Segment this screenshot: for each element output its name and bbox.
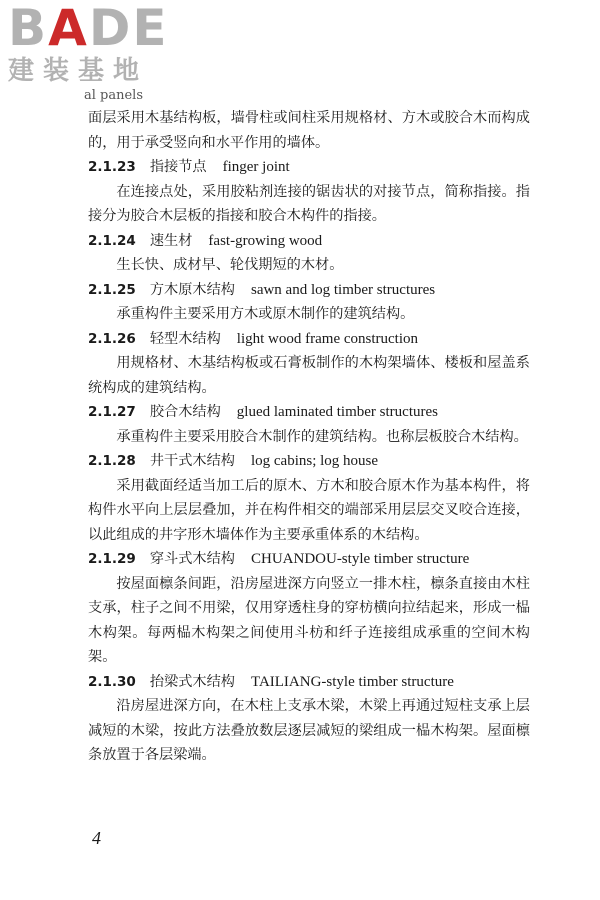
term-heading [88,229,530,254]
term-heading [88,278,530,303]
term-definition: 在连接点处，采用胶粘剂连接的锯齿状的对接节点，简称指接。指接分为胶合木层板的指接和胶合木构件的指接。 [88,183,530,224]
term-english: sawn and log timber structures [250,281,436,298]
term-heading [88,670,530,695]
term-chinese: 方木原木结构 [149,281,235,298]
term-definition: 承重构件主要采用方木或原木制作的建筑结构。 [116,306,415,322]
document-body [88,106,530,768]
term-entry-2-1-30 [88,670,530,768]
term-entry-2-1-28 [88,449,530,547]
term-definition: 用规格材、木基结构板或石膏板制作的木构架墙体、楼板和屋盖系统构成的建筑结构。 [88,355,530,396]
term-heading [88,547,530,572]
term-number: 2.1.23 [88,159,136,175]
term-number: 2.1.24 [88,232,136,249]
term-chinese: 指接节点 [149,159,207,175]
term-chinese: 抬梁式木结构 [149,673,235,690]
term-heading [88,449,530,474]
bade-logo [8,2,169,86]
header-fragment: al panels [84,88,144,103]
term-heading [88,155,530,180]
term-entry-2-1-25 [88,278,530,327]
term-english: fast-growing wood [208,232,323,249]
term-entry-2-1-29 [88,547,530,670]
term-number: 2.1.27 [88,404,136,420]
term-chinese: 轻型木结构 [149,330,221,347]
term-entry-2-1-27 [88,400,530,449]
term-english: TAILIANG-style timber structure [250,673,454,690]
term-chinese: 速生材 [149,232,193,249]
term-heading [88,327,530,352]
term-definition: 采用截面经适当加工后的原木、方木和胶合原木作为基本构件，将构件水平向上层层叠加，并在构件相交的端部采用层层交叉咬合连接，以此组成的井字形木墙体作为主要承重体系的木结构。 [88,477,530,543]
lead-paragraph: 面层采用木基结构板，墙骨柱或间柱采用规格材、方木或胶合木而构成的，用于承受竖向和水平作用的墙体。 [88,110,530,151]
term-definition: 沿房屋进深方向，在木柱上支承木梁，木梁上再通过短柱支承上层减短的木梁，按此方法叠放数层逐层减短的梁组成一榀木构架。屋面檩条放置于各层梁端。 [88,698,530,763]
term-chinese: 穿斗式木结构 [149,551,235,567]
term-entry-2-1-24 [88,229,530,278]
term-english: glued laminated timber structures [236,404,438,420]
term-entry-2-1-26 [88,327,530,401]
term-chinese: 胶合木结构 [149,404,221,420]
term-number: 2.1.30 [88,673,136,690]
term-chinese: 井干式木结构 [149,453,235,469]
logo-letter-b: B [8,0,49,57]
term-definition: 按屋面檩条间距，沿房屋进深方向竖立一排木柱，檩条直接由木柱支承，柱子之间不用梁，仅用穿透柱身的穿枋横向拉结起来，形成一榀木构架。每两榀木构架之间使用斗枋和纤子连接组成承重的空间木构架。 [88,575,530,665]
term-english: log cabins; log house [250,453,379,469]
logo-letters-de: DE [88,0,169,57]
term-english: light wood frame construction [236,330,419,347]
term-number: 2.1.25 [88,281,136,298]
term-entry-2-1-23 [88,155,530,229]
term-english: CHUANDOU-style timber structure [250,551,470,567]
logo-wordmark [8,0,169,57]
logo-letter-a: A [48,0,89,57]
term-english: finger joint [222,159,290,175]
logo-subtitle: 建装基地 [8,56,149,86]
term-heading [88,400,530,425]
term-number: 2.1.26 [88,330,136,347]
term-definition: 承重构件主要采用胶合木制作的建筑结构。也称层板胶合木结构。 [116,428,528,445]
term-number: 2.1.29 [88,551,136,567]
term-number: 2.1.28 [88,453,136,469]
page-number: 4 [92,828,101,848]
term-definition: 生长快、成材早、轮伐期短的木材。 [116,257,344,273]
